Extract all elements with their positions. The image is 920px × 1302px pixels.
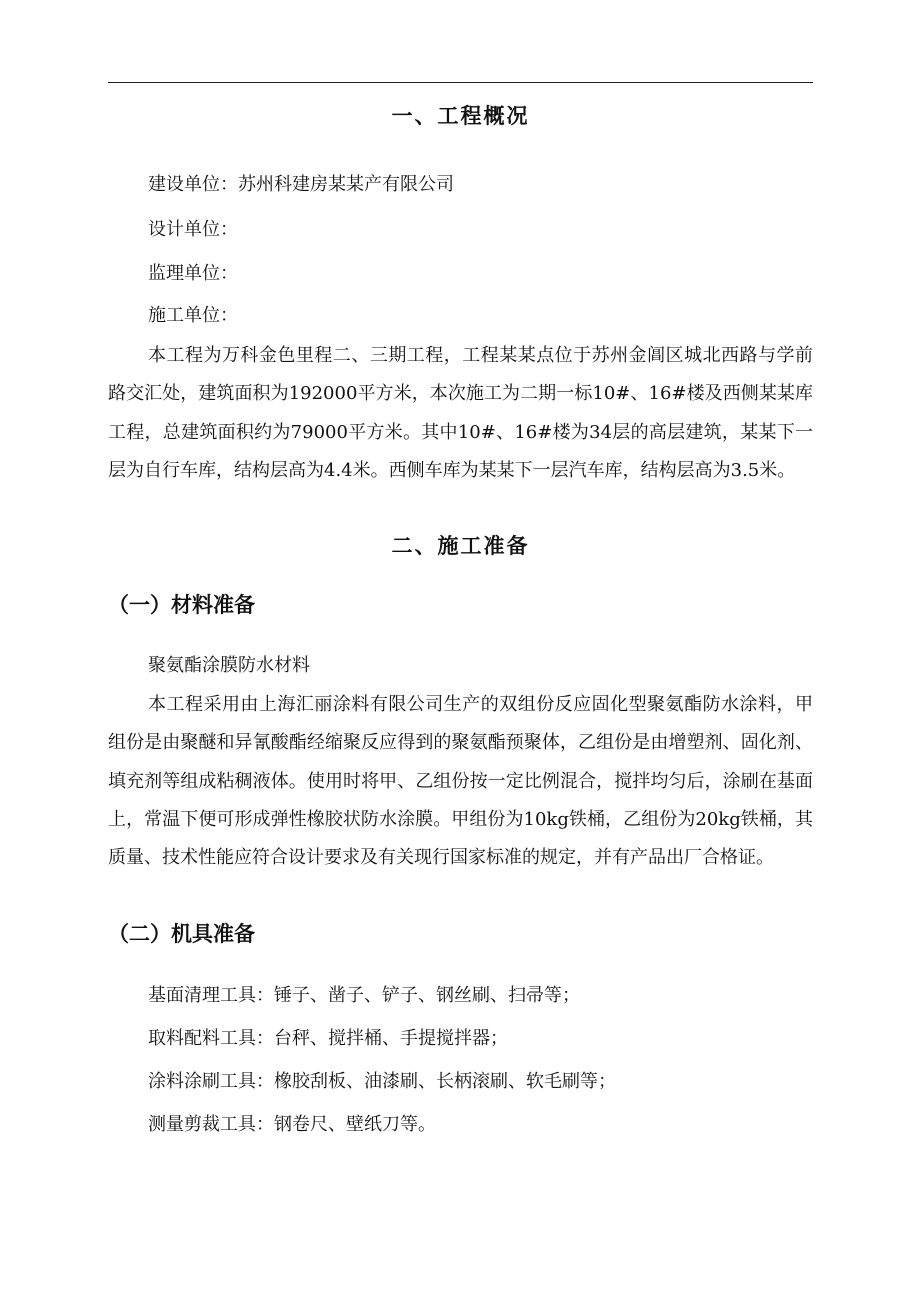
tool-item: 基面清理工具：锤子、凿子、铲子、钢丝刷、扫帚等； — [148, 985, 580, 1006]
tool-item: 测量剪裁工具：钢卷尺、壁纸刀等。 — [148, 1114, 436, 1135]
equipment-heading: （二）机具准备 — [108, 922, 255, 946]
field-construction-unit: 建设单位：苏州科建房某某产有限公司 — [148, 174, 454, 195]
tool-item: 取料配料工具：台秤、搅拌桶、手提搅拌器； — [148, 1028, 508, 1049]
material-name: 聚氨酯涂膜防水材料 — [148, 655, 310, 676]
field-contractor-unit: 施工单位： — [148, 305, 238, 326]
field-design-unit: 设计单位： — [148, 219, 238, 240]
field-supervision-unit: 监理单位： — [148, 263, 238, 284]
header-rule — [108, 82, 813, 83]
tool-item: 涂料涂刷工具：橡胶刮板、油漆刷、长柄滚刷、软毛刷等； — [148, 1071, 616, 1092]
section1-heading: 一、工程概况 — [391, 104, 530, 128]
materials-heading: （一）材料准备 — [108, 593, 255, 617]
materials-paragraph: 本工程采用由上海汇丽涂料有限公司生产的双组份反应固化型聚氨酯防水涂料，甲组份是由聚醚和异氰酸酯经缩聚反应得到的聚氨酯预聚体，乙组份是由增塑剂、固化剂、填充剂等组成粘稠液体。使用时将甲、乙组份按一定比例混合，搅拌均匀后，涂刷在基面上，常温下便可形成弹性橡胶状防水涂膜。甲组份为10kg铁桶，乙组份为20kg铁桶，其质量、技术性能应符合设计要求及有关现行国家标准的规定，并有产品出厂合格证。 — [108, 694, 813, 869]
section2-heading: 二、施工准备 — [391, 534, 530, 558]
project-overview-paragraph: 本工程为万科金色里程二、三期工程，工程某某点位于苏州金阊区城北西路与学前路交汇处，建筑面积为192000平方米，本次施工为二期一标10#、16#楼及西侧某某库工程，总建筑面积约为79000平方米。其中10#、16#楼为34层的高层建筑，某某下一层为自行车库，结构层高为4.4米。西侧车库为某某下一层汽车库，结构层高为3.5米。 — [108, 345, 813, 481]
